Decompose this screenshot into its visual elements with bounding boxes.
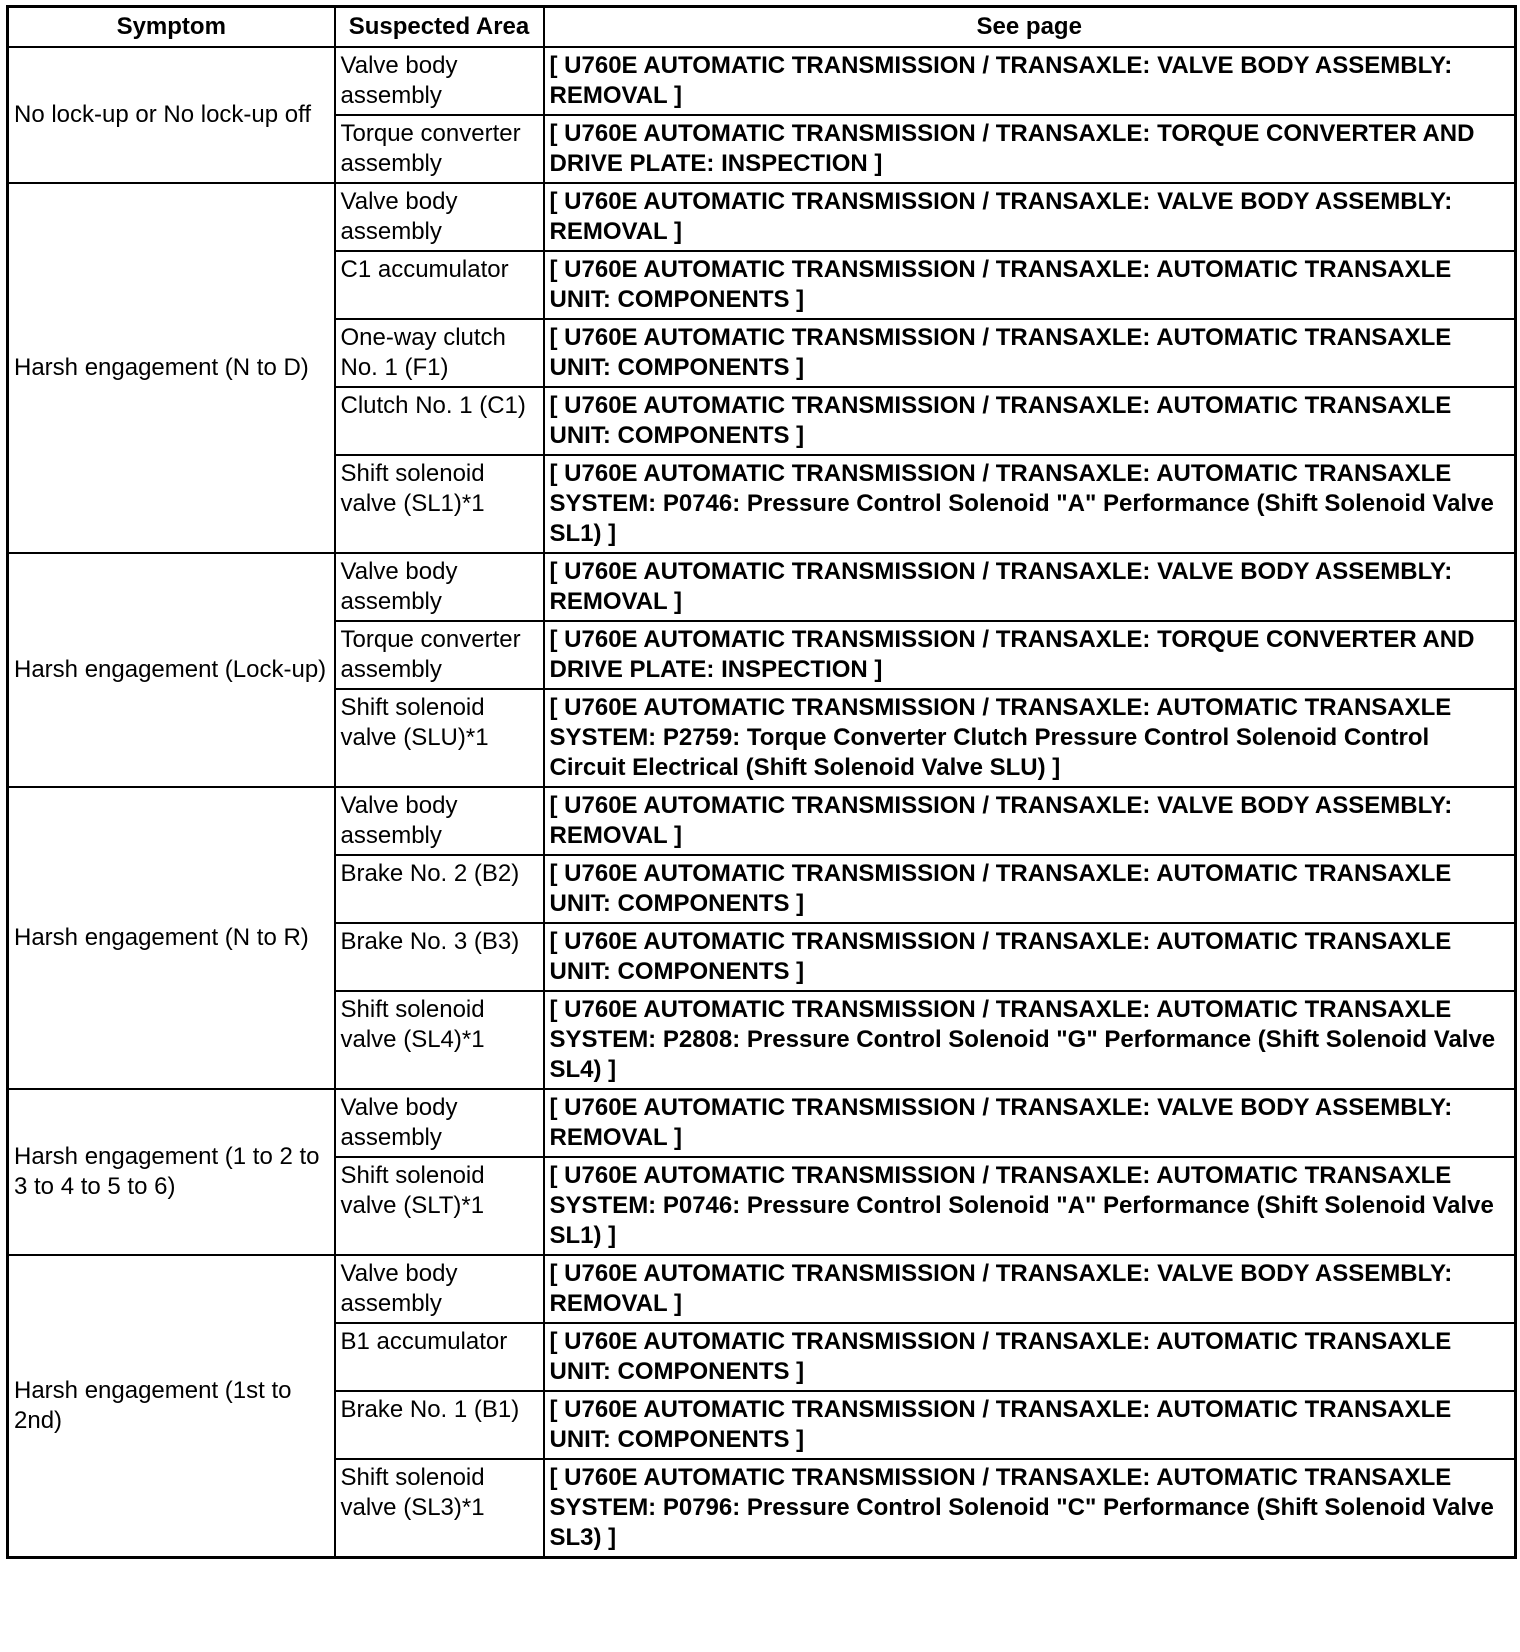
symptom-cell: No lock-up or No lock-up off bbox=[8, 47, 335, 183]
header-see-page: See page bbox=[544, 7, 1516, 48]
see-page-link[interactable]: [ U760E AUTOMATIC TRANSMISSION / TRANSAXLE: VALVE BODY ASSEMBLY: REMOVAL ] bbox=[544, 183, 1516, 251]
table-row bbox=[8, 787, 1516, 855]
see-page-link[interactable]: [ U760E AUTOMATIC TRANSMISSION / TRANSAXLE: AUTOMATIC TRANSAXLE UNIT: COMPONENTS ] bbox=[544, 1391, 1516, 1459]
see-page-link[interactable]: [ U760E AUTOMATIC TRANSMISSION / TRANSAXLE: VALVE BODY ASSEMBLY: REMOVAL ] bbox=[544, 553, 1516, 621]
suspected-area-cell: Valve body assembly bbox=[335, 553, 544, 621]
see-page-link[interactable]: [ U760E AUTOMATIC TRANSMISSION / TRANSAXLE: AUTOMATIC TRANSAXLE UNIT: COMPONENTS ] bbox=[544, 1323, 1516, 1391]
see-page-link[interactable]: [ U760E AUTOMATIC TRANSMISSION / TRANSAXLE: AUTOMATIC TRANSAXLE UNIT: COMPONENTS ] bbox=[544, 855, 1516, 923]
table-row bbox=[8, 553, 1516, 621]
see-page-link[interactable]: [ U760E AUTOMATIC TRANSMISSION / TRANSAXLE: VALVE BODY ASSEMBLY: REMOVAL ] bbox=[544, 787, 1516, 855]
suspected-area-cell: Shift solenoid valve (SL3)*1 bbox=[335, 1459, 544, 1558]
see-page-link[interactable]: [ U760E AUTOMATIC TRANSMISSION / TRANSAXLE: AUTOMATIC TRANSAXLE SYSTEM: P2808: Pressure Control Solenoid "G" Performance (Shift Solenoid Valve SL4) ] bbox=[544, 991, 1516, 1089]
suspected-area-cell: B1 accumulator bbox=[335, 1323, 544, 1391]
suspected-area-cell: C1 accumulator bbox=[335, 251, 544, 319]
header-suspected-area: Suspected Area bbox=[335, 7, 544, 48]
symptom-cell: Harsh engagement (N to R) bbox=[8, 787, 335, 1089]
see-page-link[interactable]: [ U760E AUTOMATIC TRANSMISSION / TRANSAXLE: TORQUE CONVERTER AND DRIVE PLATE: INSPECTION ] bbox=[544, 621, 1516, 689]
suspected-area-cell: Valve body assembly bbox=[335, 183, 544, 251]
symptom-cell: Harsh engagement (Lock-up) bbox=[8, 553, 335, 787]
see-page-link[interactable]: [ U760E AUTOMATIC TRANSMISSION / TRANSAXLE: VALVE BODY ASSEMBLY: REMOVAL ] bbox=[544, 1089, 1516, 1157]
see-page-link[interactable]: [ U760E AUTOMATIC TRANSMISSION / TRANSAXLE: VALVE BODY ASSEMBLY: REMOVAL ] bbox=[544, 47, 1516, 115]
see-page-link[interactable]: [ U760E AUTOMATIC TRANSMISSION / TRANSAXLE: VALVE BODY ASSEMBLY: REMOVAL ] bbox=[544, 1255, 1516, 1323]
table-row bbox=[8, 1255, 1516, 1323]
see-page-link[interactable]: [ U760E AUTOMATIC TRANSMISSION / TRANSAXLE: TORQUE CONVERTER AND DRIVE PLATE: INSPECTION ] bbox=[544, 115, 1516, 183]
see-page-link[interactable]: [ U760E AUTOMATIC TRANSMISSION / TRANSAXLE: AUTOMATIC TRANSAXLE UNIT: COMPONENTS ] bbox=[544, 319, 1516, 387]
table-row bbox=[8, 47, 1516, 115]
suspected-area-cell: Valve body assembly bbox=[335, 1089, 544, 1157]
table-row bbox=[8, 183, 1516, 251]
suspected-area-cell: Torque converter assembly bbox=[335, 115, 544, 183]
suspected-area-cell: Shift solenoid valve (SLT)*1 bbox=[335, 1157, 544, 1255]
symptom-cell: Harsh engagement (1st to 2nd) bbox=[8, 1255, 335, 1558]
suspected-area-cell: Brake No. 1 (B1) bbox=[335, 1391, 544, 1459]
see-page-link[interactable]: [ U760E AUTOMATIC TRANSMISSION / TRANSAXLE: AUTOMATIC TRANSAXLE SYSTEM: P0746: Pressure Control Solenoid "A" Performance (Shift Solenoid Valve SL1) ] bbox=[544, 455, 1516, 553]
see-page-link[interactable]: [ U760E AUTOMATIC TRANSMISSION / TRANSAXLE: AUTOMATIC TRANSAXLE SYSTEM: P2759: Torque Converter Clutch Pressure Control Solenoid Control Circuit Electrical (Shift Solenoid Valve SLU) ] bbox=[544, 689, 1516, 787]
suspected-area-cell: Shift solenoid valve (SL4)*1 bbox=[335, 991, 544, 1089]
see-page-link[interactable]: [ U760E AUTOMATIC TRANSMISSION / TRANSAXLE: AUTOMATIC TRANSAXLE UNIT: COMPONENTS ] bbox=[544, 387, 1516, 455]
see-page-link[interactable]: [ U760E AUTOMATIC TRANSMISSION / TRANSAXLE: AUTOMATIC TRANSAXLE UNIT: COMPONENTS ] bbox=[544, 251, 1516, 319]
see-page-link[interactable]: [ U760E AUTOMATIC TRANSMISSION / TRANSAXLE: AUTOMATIC TRANSAXLE UNIT: COMPONENTS ] bbox=[544, 923, 1516, 991]
suspected-area-cell: Shift solenoid valve (SL1)*1 bbox=[335, 455, 544, 553]
suspected-area-cell: Torque converter assembly bbox=[335, 621, 544, 689]
suspected-area-cell: Valve body assembly bbox=[335, 787, 544, 855]
suspected-area-cell: Valve body assembly bbox=[335, 1255, 544, 1323]
table-row bbox=[8, 1089, 1516, 1157]
header-symptom: Symptom bbox=[8, 7, 335, 48]
suspected-area-cell: Valve body assembly bbox=[335, 47, 544, 115]
suspected-area-cell: One-way clutch No. 1 (F1) bbox=[335, 319, 544, 387]
suspected-area-cell: Brake No. 2 (B2) bbox=[335, 855, 544, 923]
table-body bbox=[8, 47, 1516, 1558]
see-page-link[interactable]: [ U760E AUTOMATIC TRANSMISSION / TRANSAXLE: AUTOMATIC TRANSAXLE SYSTEM: P0746: Pressure Control Solenoid "A" Performance (Shift Solenoid Valve SL1) ] bbox=[544, 1157, 1516, 1255]
header-row bbox=[8, 7, 1516, 48]
see-page-link[interactable]: [ U760E AUTOMATIC TRANSMISSION / TRANSAXLE: AUTOMATIC TRANSAXLE SYSTEM: P0796: Pressure Control Solenoid "C" Performance (Shift Solenoid Valve SL3) ] bbox=[544, 1459, 1516, 1558]
symptom-table bbox=[6, 5, 1517, 1559]
symptom-table-container bbox=[6, 5, 1514, 1559]
symptom-cell: Harsh engagement (N to D) bbox=[8, 183, 335, 553]
suspected-area-cell: Clutch No. 1 (C1) bbox=[335, 387, 544, 455]
suspected-area-cell: Brake No. 3 (B3) bbox=[335, 923, 544, 991]
symptom-cell: Harsh engagement (1 to 2 to 3 to 4 to 5 to 6) bbox=[8, 1089, 335, 1255]
suspected-area-cell: Shift solenoid valve (SLU)*1 bbox=[335, 689, 544, 787]
